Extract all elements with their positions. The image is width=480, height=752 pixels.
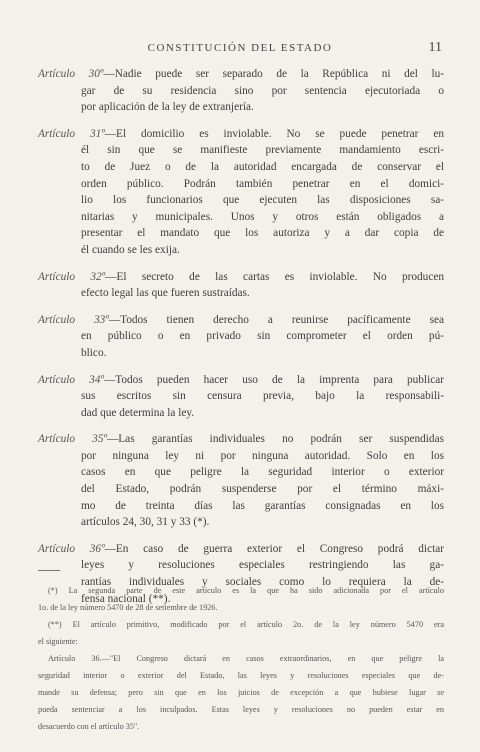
article-text: casos en que peligre la seguridad interior o exterior [81, 466, 444, 479]
article-text: del Estado, podrán suspenderse por el término máxi- [81, 483, 444, 496]
article-label: Artículo 36º [38, 542, 105, 555]
footnote-rule [38, 570, 60, 571]
articles-body [38, 66, 444, 617]
article-line [38, 312, 444, 329]
running-title: CONSTITUCIÓN DEL ESTADO [147, 42, 333, 54]
article-line [38, 159, 444, 176]
article-line [38, 126, 444, 143]
article-line [38, 498, 444, 515]
article-line [38, 328, 444, 345]
article-text: —El domicilio es inviolable. No se puede penetrar en [104, 127, 444, 140]
article-30 [38, 66, 444, 116]
article-line [38, 541, 444, 558]
article-text: —El secreto de las cartas es inviolable. No producen [105, 270, 445, 283]
footnotes [38, 582, 444, 735]
article-label: Artículo 34º [38, 373, 104, 386]
article-line [38, 431, 444, 448]
article-34 [38, 372, 444, 422]
footnote-line: el siguiente: [38, 637, 78, 646]
article-text: él sin que se manifieste previamente mandamiento escri- [81, 144, 444, 157]
article-line [38, 481, 444, 498]
footnote-line: mande su defensa; pero sin que en los juicios de excepción a que hubiese lugar se [38, 688, 444, 697]
article-text: lio los funcionarios que ejecuten las disposiciones sa- [81, 194, 444, 207]
footnote-line: 1o. de la ley número 5470 de 28 de setiembre de 1926. [38, 603, 218, 612]
footnote-line: pueda sentenciar a los inculpados. Estas leyes y resoluciones no pueden estar en [38, 705, 444, 714]
article-text: sus escritos sin censura previa, bajo la responsabili- [81, 390, 444, 403]
article-line [38, 405, 444, 422]
page-number: 11 [428, 40, 442, 55]
article-text: por aplicación de la ley de extranjería. [81, 101, 254, 114]
article-33 [38, 312, 444, 362]
article-line [38, 285, 444, 302]
article-text: —Nadie puede ser separado de la República ni del lu- [103, 68, 445, 80]
article-text: nitarias y municipales. Unos y otros están obligados a [81, 210, 444, 223]
article-line [38, 464, 444, 481]
article-text: orden público. Podrán también penetrar en el domici- [81, 177, 444, 190]
article-text: —En caso de guerra exterior el Congreso podrá dictar [104, 542, 444, 555]
article-text: —Todos pueden hacer uso de la imprenta para publicar [103, 373, 444, 386]
article-line [38, 142, 444, 159]
article-31 [38, 126, 444, 259]
article-line [38, 99, 444, 116]
article-text: —Todos tienen derecho a reunirse pacíficamente sea [108, 313, 444, 326]
article-text: él cuando se les exija. [81, 243, 180, 256]
footnote-line: seguridad interior o exterior del Estado, las leyes y resoluciones especiales que de- [38, 671, 444, 680]
footnote-line: (*) La segunda parte de este artículo es la que ha sido adicionada por el artículo [48, 586, 444, 595]
article-35 [38, 431, 444, 531]
article-text: gar de su residencia sino por sentencia ejecutoriada o [81, 84, 444, 97]
article-line [38, 83, 444, 100]
article-line [38, 345, 444, 362]
article-text: dad que determina la ley. [81, 406, 195, 419]
article-text: presentar el mandato que los autoriza y a dar copia de [81, 227, 444, 240]
article-32 [38, 269, 444, 302]
article-text: blico. [81, 346, 107, 359]
article-line [38, 209, 444, 226]
article-label: Artículo 30º [38, 68, 104, 80]
article-line [38, 225, 444, 242]
article-line [38, 176, 444, 193]
article-line [38, 372, 444, 389]
article-text: mo de treinta días las garantías consignadas en los [81, 499, 444, 512]
article-text: por ninguna ley ni por ninguna autoridad. Solo en los [81, 449, 444, 462]
article-line [38, 557, 444, 574]
article-line [38, 66, 444, 83]
article-text: leyes y resoluciones especiales restringiendo las ga- [81, 559, 444, 572]
footnote-line: (**) El artículo primitivo, modificado por el artículo 2o. de la ley número 5470 era [48, 620, 444, 629]
article-label: Artículo 35º [38, 433, 107, 446]
footnote-line: Artículo 36.—"El Congreso dictará en casos extraordinarios, en que peligre la [48, 654, 444, 663]
article-label: Artículo 33º [38, 313, 109, 326]
article-label: Artículo 32º [38, 270, 106, 283]
footnote-line: desacuerdo con el artículo 35". [38, 722, 140, 731]
article-text: —Las garantías individuales no podrán ser suspendidas [106, 433, 444, 446]
article-text: fensa nacional (**). [81, 592, 171, 605]
article-line [38, 388, 444, 405]
article-line [38, 514, 444, 531]
article-text: rantías individuales y sociales como lo requiera la de- [81, 576, 444, 589]
article-text: en público o en privado sin comprometer el orden pú- [81, 330, 444, 343]
article-line [38, 242, 444, 259]
running-head [0, 40, 480, 56]
article-text: to de Juez o de la autoridad encargada de conservar el [81, 160, 444, 173]
article-label: Artículo 31º [38, 127, 105, 140]
article-text: efecto legal las que fueren sustraídas. [81, 287, 250, 300]
article-line [38, 448, 444, 465]
article-line [38, 192, 444, 209]
article-line [38, 269, 444, 286]
article-text: artículos 24, 30, 31 y 33 (*). [81, 516, 210, 529]
